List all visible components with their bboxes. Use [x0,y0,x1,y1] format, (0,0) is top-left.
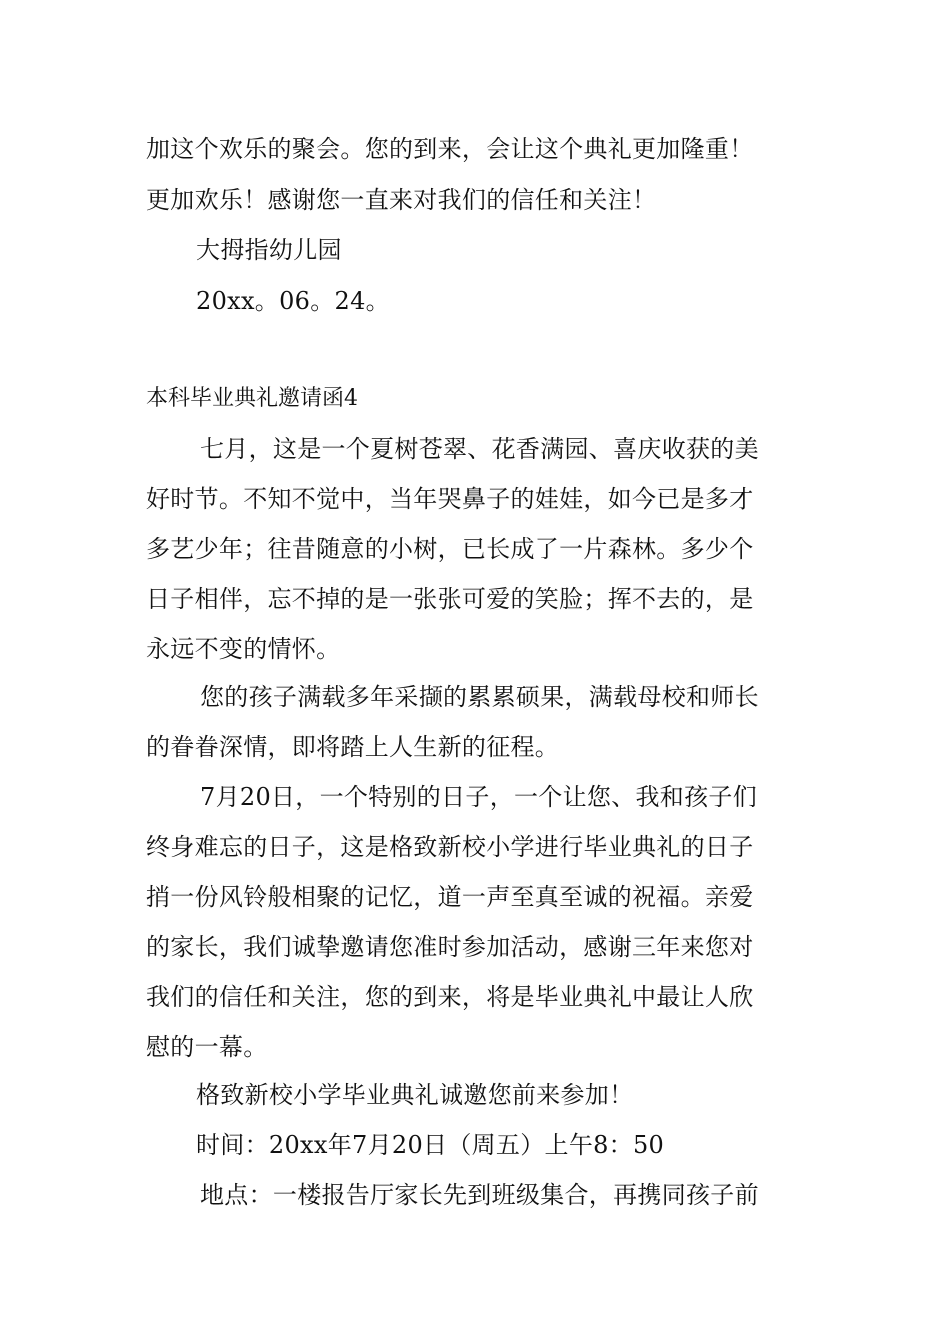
paragraph-line: 您的孩子满载多年采撷的累累硕果，满载母校和师长 [200,683,759,711]
paragraph-line: 终身难忘的日子，这是格致新校小学进行毕业典礼的日子 [146,833,754,861]
signature-organization: 大拇指幼儿园 [196,236,342,264]
paragraph-line: 的眷眷深情，即将踏上人生新的征程。 [146,733,560,761]
paragraph-line: 捎一份风铃般相聚的记忆，道一声至真至诚的祝福。亲爱 [146,883,754,911]
paragraph-line: 七月，这是一个夏树苍翠、花香满园、喜庆收获的美 [200,435,759,463]
paragraph-line: 的家长，我们诚挚邀请您准时参加活动，感谢三年来您对 [146,933,754,961]
paragraph-line: 更加欢乐！感谢您一直来对我们的信任和关注！ [146,186,657,214]
invitation-line: 格致新校小学毕业典礼诚邀您前来参加！ [196,1081,634,1109]
section-heading: 本科毕业典礼邀请函4 [146,386,358,411]
event-location: 地点：一楼报告厅家长先到班级集合，再携同孩子前 [200,1181,759,1209]
paragraph-line: 多艺少年；往昔随意的小树，已长成了一片森林。多少个 [146,535,754,563]
paragraph-line: 好时节。不知不觉中，当年哭鼻子的娃娃，如今已是多才 [146,485,754,513]
paragraph-line: 加这个欢乐的聚会。您的到来，会让这个典礼更加隆重！ [146,135,754,163]
paragraph-line: 永远不变的情怀。 [146,635,341,663]
paragraph-line: 日子相伴，忘不掉的是一张张可爱的笑脸；挥不去的，是 [146,585,754,613]
paragraph-line: 慰的一幕。 [146,1033,268,1061]
paragraph-line: 7月20日，一个特别的日子，一个让您、我和孩子们 [200,783,758,811]
event-time: 时间：20xx年7月20日（周五）上午8：50 [196,1131,665,1159]
signature-date: 20xx。06。24。 [196,287,390,315]
paragraph-line: 我们的信任和关注，您的到来，将是毕业典礼中最让人欣 [146,983,754,1011]
